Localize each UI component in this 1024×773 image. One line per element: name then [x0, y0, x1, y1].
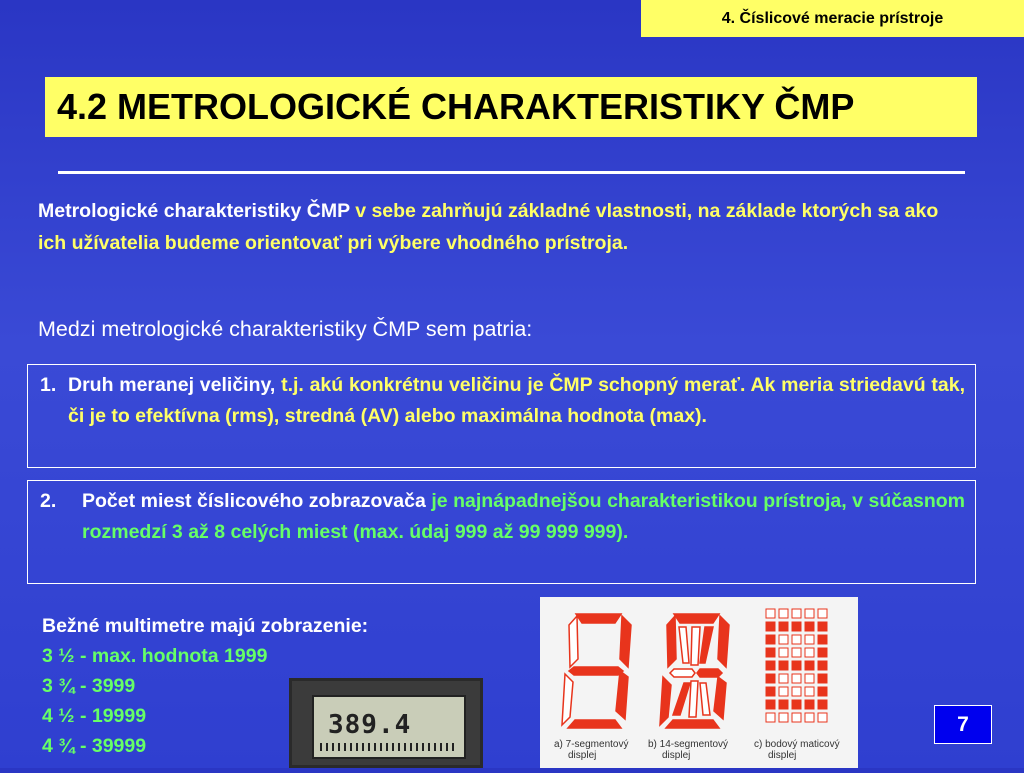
multimeter-reading: 389.4: [328, 710, 412, 740]
display-variants-list: [42, 641, 267, 761]
item-text-green: je najnápadnejšou charakteristikou prístroja, v súčasnom rozmedzí 3 až 8 celých miest (max. údaj 999 až 99 999 999).: [82, 490, 965, 543]
seven-segment-digit-icon: [562, 614, 631, 728]
display-variant: 4 ¾ - 39999: [42, 735, 147, 757]
item-text-white: Počet miest číslicového zobrazovača: [82, 490, 432, 512]
caption-line: displej: [768, 750, 797, 761]
caption-line: c) bodový maticový: [754, 739, 840, 750]
bargraph-scale: [320, 743, 456, 751]
list-item-text: [68, 370, 965, 432]
multimeter-photo: [289, 678, 483, 768]
chapter-tag: 4. Číslicové meracie prístroje: [641, 0, 1024, 37]
intro-paragraph: [38, 195, 958, 259]
display-types-figure: [540, 597, 858, 768]
list-lead: Medzi metrologické charakteristiky ČMP sem patria:: [38, 317, 533, 341]
display-variant: 4 ½ - 19999: [42, 705, 147, 727]
caption-dot-matrix: [754, 739, 840, 761]
display-variant: 3 ¾ - 3999: [42, 675, 136, 697]
common-display-label: Bežné multimetre majú zobrazenie:: [42, 615, 369, 637]
caption-line: b) 14-segmentový: [648, 739, 729, 750]
caption-line: displej: [662, 750, 691, 761]
page-number: 7: [934, 705, 992, 744]
caption-line: a) 7-segmentový: [554, 739, 629, 750]
characteristic-box-1: [27, 364, 976, 468]
caption-14-segment: [648, 739, 728, 761]
list-number: 2.: [40, 490, 57, 512]
characteristic-box-2: [27, 480, 976, 584]
list-number: 1.: [40, 374, 57, 396]
title-divider: [58, 171, 965, 174]
item-text-yellow: t.j. akú konkrétnu veličinu je ČMP schopný merať. Ak meria striedavú tak, či je to efektívna (rms), stredná (AV) alebo maximálna hodnota (max).: [68, 374, 965, 427]
fourteen-segment-digit-icon: [660, 614, 729, 728]
slide-title: 4.2 METROLOGICKÉ CHARAKTERISTIKY ČMP: [45, 77, 977, 137]
display-variant: 3 ½ - max. hodnota 1999: [42, 645, 268, 667]
list-item-text: [82, 486, 965, 548]
intro-text-white: Metrologické charakteristiky ČMP: [38, 200, 356, 222]
multimeter-lcd: [312, 695, 466, 759]
item-text-white: Druh meranej veličiny,: [68, 374, 282, 396]
caption-7-segment: [554, 739, 628, 761]
intro-text-yellow: v sebe zahrňujú základné vlastnosti, na základe ktorých sa ako ich užívatelia budeme orientovať pri výbere vhodného prístroja.: [38, 200, 939, 254]
caption-line: displej: [568, 750, 597, 761]
dot-matrix-digit-icon: [766, 609, 827, 722]
